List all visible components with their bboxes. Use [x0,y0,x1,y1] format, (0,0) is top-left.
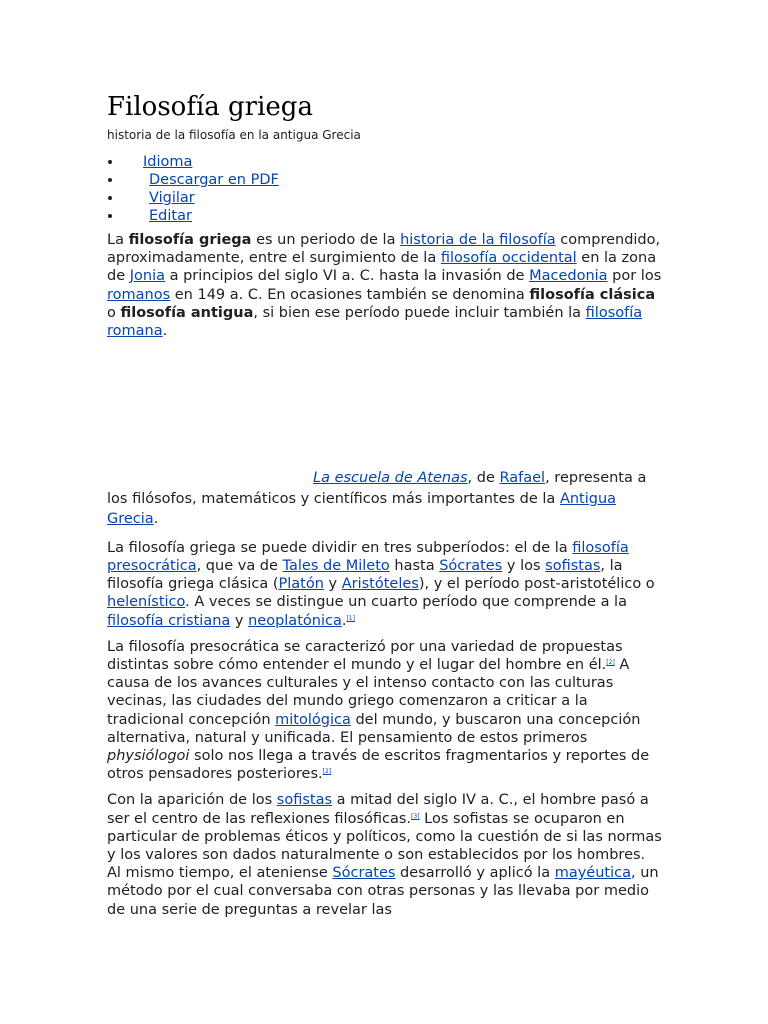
link-socrates[interactable]: Sócrates [439,557,503,574]
bold-term: filosofía griega [128,232,252,248]
text: , que va de [196,557,283,574]
language-link[interactable]: Idioma [143,154,193,170]
citation-number: 2 [324,768,329,776]
link-neoplatonica[interactable]: neoplatónica [248,612,342,629]
text: desarrolló y aplicó la [395,865,555,882]
citation-number: 3 [413,812,418,820]
text: . [153,511,159,528]
link-filosofia-cristiana[interactable]: filosofía cristiana [107,612,231,629]
text: La filosofía presocrática se caracterizó por una variedad de propuestas distintas sobre cómo entender el mundo y el lugar del hombre en él. [107,638,623,673]
citation-number: 1 [348,614,353,622]
text: . [162,323,168,340]
text: ), y el período post-aristotélico o [418,576,655,593]
citation-link[interactable]: [1] [346,614,355,622]
paragraph-sophists [107,791,663,918]
text: La [107,232,129,248]
text: es un periodo de la [251,232,401,248]
link-sofistas-2[interactable]: sofistas [276,792,333,809]
download-pdf-link[interactable]: Descargar en PDF [149,172,279,188]
bold-term: filosofía antigua [120,304,254,321]
text: a principios del siglo VI a. C. hasta la invasión de [165,268,530,285]
citation-link[interactable]: [3] [411,812,420,820]
text: y [230,612,249,629]
page-actions-list [107,153,663,225]
citation-number: 2 [608,658,613,666]
link-filosofia-occidental[interactable]: filosofía occidental [440,250,577,267]
text: solo nos llega a través de escritos fragmentarios y reportes de otros pensadores posteriores. [107,747,650,783]
link-aristoteles[interactable]: Aristóteles [341,576,419,593]
text: Los sofistas se ocuparon en particular de problemas éticos y políticos, como la cuestión de si las normas y los valores son dados naturalmente o son establecidos por los hombres. Al mismo tiempo, el ateniense [107,810,662,882]
text: en la zona de [107,250,657,285]
action-item [123,171,663,189]
link-mitologica[interactable]: mitológica [275,711,351,728]
text: por los [607,268,662,285]
image-caption [107,468,663,530]
text: comprendido, aproximadamente, entre el surgimiento de la [107,232,661,267]
text: a mitad del siglo IV a. C., el hombre pasó a ser el centro de las reflexiones filosóficas. [107,792,649,827]
text: hasta [389,557,440,574]
link-romanos[interactable]: romanos [107,286,171,303]
link-antigua-grecia[interactable]: Antigua Grecia [107,490,617,528]
text: del mundo, y buscaron una concepción alternativa, natural y unificada. El pensamiento de estos primeros [107,711,641,746]
text: Con la aparición de los [107,792,277,809]
citation-link[interactable]: [2] [322,768,332,776]
text: , la filosofía griega clásica ( [107,557,623,593]
text: , si bien ese período puede incluir también la [253,304,586,321]
link-macedonia[interactable]: Macedonia [529,268,608,285]
text: y [323,576,342,593]
citation[interactable] [346,615,355,622]
page-subtitle: historia de la filosofía en la antigua Grecia [107,128,361,142]
text: La filosofía griega se puede dividir en tres subperíodos: el de la [107,539,573,556]
citation[interactable] [411,813,420,820]
citation[interactable] [323,768,332,775]
text: . A veces se distingue un cuarto período que comprende a la [185,594,627,611]
text: , un método por el cual conversaba con otras personas y las llevaba por medio de una serie de preguntas a revelar las [107,865,659,918]
edit-link[interactable]: Editar [149,208,192,224]
text: , representa a los filósofos, matemáticos y científicos más importantes de la [107,470,647,507]
link-helenistico[interactable]: helenístico [107,594,186,611]
link-socrates-2[interactable]: Sócrates [332,865,396,882]
article [107,90,663,919]
page-title: Filosofía griega [107,92,313,122]
watch-link[interactable]: Vigilar [149,190,195,206]
link-historia-filosofia[interactable]: historia de la filosofía [400,232,556,248]
citation-link[interactable]: [2] [606,658,615,666]
link-mayeutica[interactable]: mayéutica [554,865,631,882]
text: A causa de los avances culturales y el intenso contacto con las culturas vecinas, las ciudades del mundo griego comenzaron a criticar a la tradicional concepción [107,656,630,728]
intro-paragraph [107,231,663,340]
text: o [107,304,121,321]
link-filosofia-romana[interactable]: filosofía romana [107,304,643,340]
action-item [123,153,663,171]
image-placeholder [107,340,663,468]
text: y los [502,557,546,574]
link-platon[interactable]: Platón [278,576,324,593]
text: . [341,612,347,629]
link-jonia[interactable]: Jonia [129,268,165,285]
bold-term: filosofía clásica [529,286,656,303]
link-sofistas[interactable]: sofistas [545,557,601,574]
link-tales-de-mileto[interactable]: Tales de Mileto [282,557,390,574]
citation[interactable] [606,659,615,666]
link-filosofia-presocratica[interactable]: filosofía presocrática [107,539,629,574]
italic-term: physiólogoi [107,747,190,764]
link-rafael[interactable]: Rafael [499,470,546,487]
action-item [123,207,663,225]
action-item [123,189,663,207]
paragraph-presocratic [107,638,663,784]
paragraph-subperiods [107,539,663,630]
text: , de [467,470,500,487]
link-escuela-atenas[interactable]: La escuela de Atenas [313,470,468,487]
text: en 149 a. C. En ocasiones también se denomina [170,286,530,303]
